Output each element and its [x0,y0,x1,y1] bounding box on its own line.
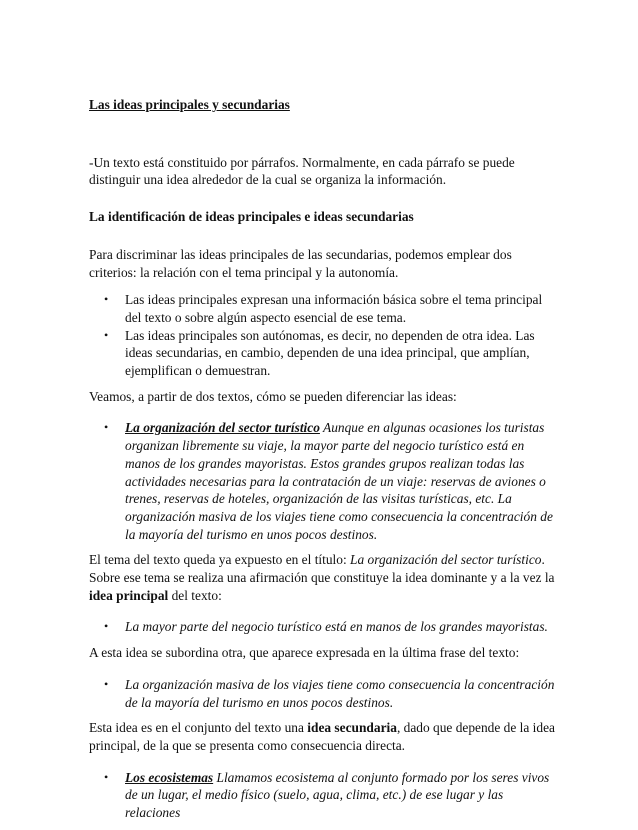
secondary-idea-text: La organización masiva de los viajes tiene como consecuencia la concentración de la mayoría del turismo en unos pocos destinos. [125,676,555,710]
example-heading: Los ecosistemas [125,769,214,785]
bullet-icon: • [104,327,109,342]
bullet-icon: • [104,769,109,784]
document-title: Las ideas principales y secundarias [89,97,290,112]
bullet-icon: • [104,676,109,691]
secondary-text-c: , dado que depende de la idea principal, de la que se presenta como consecuencia directa. [89,720,555,753]
document-page [89,96,559,830]
theme-text-a: El tema del texto queda ya expuesto en el título: [89,552,351,568]
example-text: Aunque en algunas ocasiones los turistas organizan libremente su viaje, la mayor parte del negocio turístico está en manos de los grandes mayoristas. Estos grandes grupos realizan todas las actividades necesarias para la contratación de un viaje: reservas de aviones o trenes, reservas de hoteles, organización de las visitas turísticas, etc. La organización masiva de los viajes tiene como consecuencia la concentración de la mayoría del turismo en unos pocos destinos. [125,420,553,542]
list-item [104,618,559,636]
main-idea-text: La mayor parte del negocio turístico está en manos de los grandes mayoristas. [125,619,548,635]
theme-paragraph [89,551,559,604]
bullet-icon: • [104,292,109,307]
main-idea-list [89,618,559,636]
example1-list [89,419,559,543]
examples-intro-paragraph: Veamos, a partir de dos textos, cómo se pueden diferenciar las ideas: [89,388,457,404]
secondary-text-term: idea secundaria [307,720,397,736]
list-item [104,769,559,822]
example2-list [89,769,559,822]
subordinate-paragraph: A esta idea se subordina otra, que aparece expresada en la última frase del texto: [89,645,520,661]
list-item [104,291,559,326]
secondary-idea-list [89,676,559,711]
example-text: Llamamos ecosistema al conjunto formado por los seres vivos de un lugar, el medio físico (suelo, agua, clima, etc.) de ese lugar y las relaciones [125,769,550,821]
example-heading: La organización del sector turístico [125,420,320,436]
list-item-text: Las ideas principales expresan una información básica sobre el tema principal del texto o sobre algún aspecto esencial de ese tema. [125,292,543,325]
secondary-idea-paragraph [89,719,559,754]
criteria-intro-paragraph: Para discriminar las ideas principales de las secundarias, podemos emplear dos criterios: la relación con el tema principal y la autonomía. [89,246,512,280]
section-heading: La identificación de ideas principales e ideas secundarias [89,209,414,225]
list-item-text: Las ideas principales son autónomas, es decir, no dependen de otra idea. Las ideas secundarias, en cambio, dependen de una idea principal, que amplían, ejemplifican o demuestran. [125,327,535,379]
bullet-icon: • [104,619,109,634]
bullet-icon: • [104,420,109,435]
list-item [104,419,559,543]
list-item [104,676,559,711]
secondary-text-a: Esta idea es en el conjunto del texto una [89,720,308,736]
theme-text-main-idea: idea principal [89,587,169,603]
list-item [104,327,559,380]
theme-text-e: del texto: [168,587,222,603]
theme-text-c: . Sobre ese tema se realiza una afirmación que constituye la idea dominante y a la vez la [89,552,555,586]
intro-paragraph: -Un texto está constituido por párrafos. Normalmente, en cada párrafo se puede distinguir una idea alrededor de la cual se organiza la información. [89,154,515,188]
theme-text-title: La organización del sector turístico [350,552,542,568]
criteria-list [89,291,559,380]
